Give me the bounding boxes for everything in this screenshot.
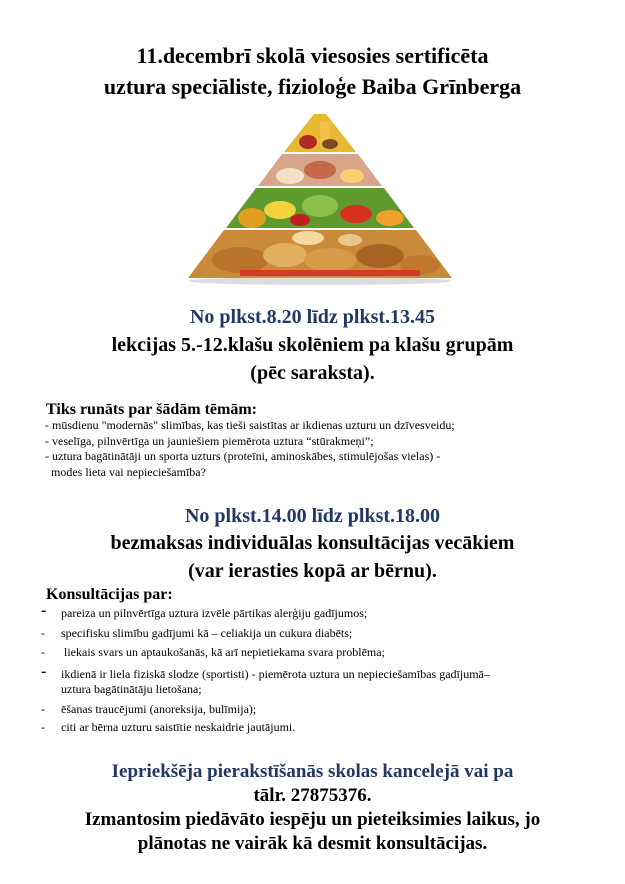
consultations-list [41, 602, 601, 736]
dash-marker: - [41, 720, 45, 734]
consultation-item [41, 720, 601, 736]
topic-item: - uztura bagātinātāji un sporta uzturs (proteīni, aminoskābes, stimulējošas vielas) - [45, 449, 441, 463]
consultation-text: ikdienā ir liela fiziskā slodze (sportisti) - piemērota uztura un nepieciešamības gadījumā– [61, 666, 490, 681]
consultation-text: pareiza un pilnvērtīga uztura izvēle pārtikas alerģiju gadījumos; [61, 606, 368, 620]
consultation-text: citi ar bērna uzturu saistītie neskaidrie jautājumi. [61, 720, 296, 734]
consultation-text: ēšanas traucējumi (anoreksija, bulīmija); [61, 701, 257, 716]
consultation-item [41, 626, 601, 642]
topics-list [45, 418, 605, 480]
closing-note-line2: plānotas ne vairāk kā desmit konsultācijas. [137, 833, 488, 854]
consultation-text: specifisku slimību gadījumi kā – celiakija un cukura diabēts; [61, 625, 353, 640]
topic-item: - mūsdienu "modernās" slimības, kas tieši saistītas ar ikdienas uzturu un dzīvesveidu; [45, 418, 455, 432]
session1-line1: lekcijas 5.-12.klašu skolēniem pa klašu grupām [111, 334, 514, 356]
session2-line2: (var ierasties kopā ar bērnu). [188, 560, 437, 582]
topics-heading: Tiks runāts par šādām tēmām: [46, 401, 257, 418]
session1-time: No plkst.8.20 līdz plkst.13.45 [189, 306, 436, 328]
topic-item: modes lieta vai nepieciešamība? [45, 464, 206, 479]
dash-marker: - [41, 701, 45, 716]
session1-line2: (pēc saraksta). [250, 362, 375, 384]
dash-marker: - [41, 645, 45, 659]
title-line-2: uztura speciāliste, fizioloģe Baiba Grīnberga [103, 74, 522, 99]
topic-item: - veselīga, pilnvērtīga un jauniešiem piemērota uztura “stūrakmeņi”; [45, 433, 374, 448]
registration-line1: Iepriekšēja pierakstīšanās skolas kancelejā vai pa [111, 761, 514, 782]
session2-line1: bezmaksas individuālas konsultācijas vecākiem [110, 532, 515, 554]
session2-time: No plkst.14.00 līdz plkst.18.00 [184, 505, 441, 527]
consultation-text: liekais svars un aptaukošanās, kā arī nepietiekama svara problēma; [61, 645, 385, 659]
consultation-text: uztura bagātinātāju lietošana; [61, 682, 202, 696]
consultation-item [41, 702, 601, 718]
title-line-1: 11.decembrī skolā viesosies sertificēta [136, 43, 489, 68]
closing-note-line1: Izmantosim piedāvāto iespēju un pieteiksimies laikus, jo [84, 809, 541, 830]
dash-marker: - [41, 602, 47, 619]
food-pyramid-image [180, 110, 460, 286]
consultation-item [41, 602, 601, 622]
consultation-item [41, 645, 601, 661]
consultation-item [41, 662, 601, 698]
dash-marker: - [41, 662, 47, 680]
registration-line2: tālr. 27875376. [253, 785, 372, 806]
dash-marker: - [41, 625, 45, 640]
consultations-heading: Konsultācijas par: [46, 586, 173, 603]
